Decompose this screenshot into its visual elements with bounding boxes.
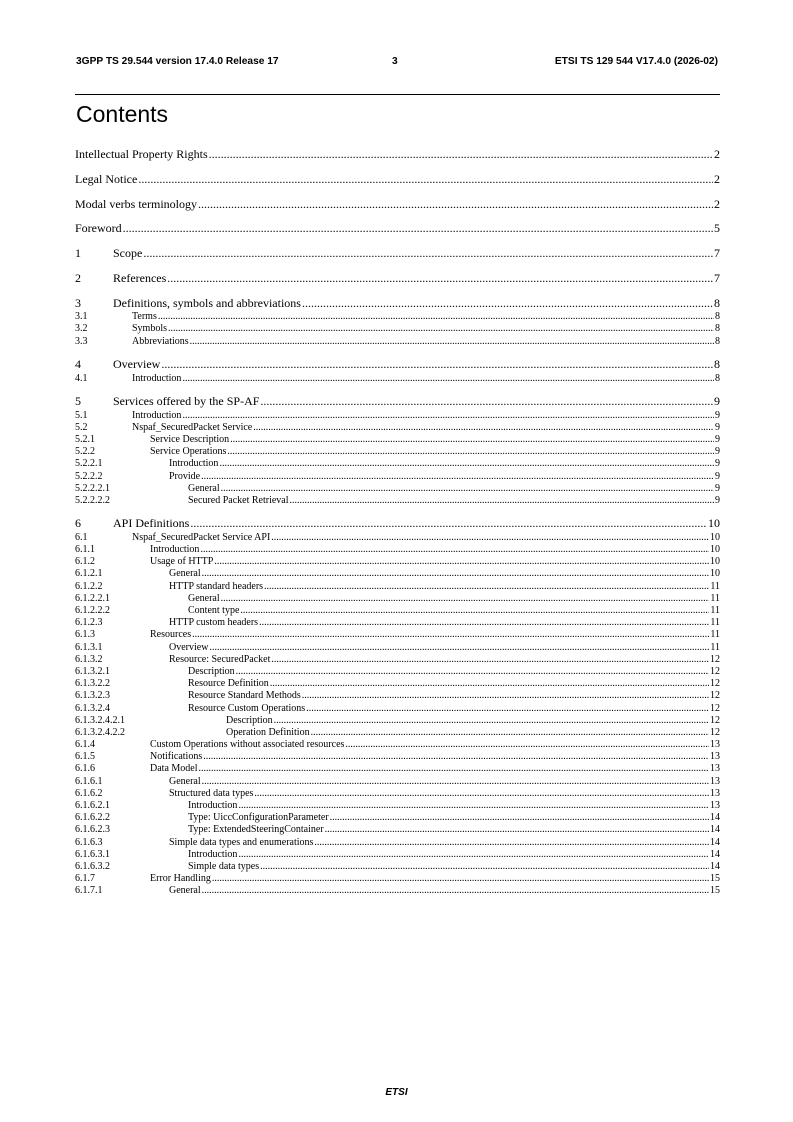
toc-entry-page: 12 [710,726,720,738]
toc-entry-number: 6.1.3.2.3 [75,690,110,702]
toc-entry-number: 6.1.2.3 [75,617,103,629]
toc-entry[interactable] [75,678,720,690]
toc-entry-number: 6.1.3 [75,629,95,641]
toc-entry-leader [270,678,709,690]
toc-entry-page: 10 [710,556,720,568]
toc-entry-leader [254,788,709,800]
toc-entry-number: 4 [75,357,81,372]
toc-entry-leader [274,715,709,727]
toc-entry[interactable] [75,763,720,775]
toc-entry-page: 9 [715,409,720,421]
toc-entry-page: 15 [710,885,720,897]
toc-entry[interactable] [75,483,720,495]
toc-entry-title: Terms [132,311,157,323]
toc-entry-page: 8 [714,295,720,310]
toc-entry-page: 11 [710,605,720,617]
toc-entry[interactable] [75,197,720,213]
toc-entry-page: 2 [714,196,720,211]
toc-entry[interactable] [75,394,720,410]
toc-entry-leader [202,568,709,580]
toc-entry-title: Modal verbs terminology [75,196,197,211]
toc-entry-page: 11 [710,580,720,592]
toc-entry-page: 12 [710,665,720,677]
toc-entry[interactable] [75,885,720,897]
toc-entry-page: 10 [710,568,720,580]
toc-entry[interactable] [75,727,720,739]
toc-entry-page: 8 [715,372,720,384]
toc-entry-number: 6.1.6.1 [75,775,103,787]
toc-entry-number: 2 [75,270,81,285]
toc-entry[interactable] [75,873,720,885]
toc-entry-title: API Definitions [113,516,190,531]
toc-entry-number: 5.2.2.2.2 [75,494,110,506]
toc-entry-page: 9 [715,470,720,482]
toc-entry-page: 9 [715,482,720,494]
toc-entry[interactable] [75,221,720,237]
toc-entry[interactable] [75,812,720,824]
toc-entry-title: Content type [188,605,240,617]
toc-entry-leader [167,271,713,287]
toc-entry-title: HTTP standard headers [169,580,264,592]
toc-entry-title: Provide [169,470,201,482]
toc-entry-number: 6.1.3.2 [75,653,103,665]
toc-entry-page: 14 [710,860,720,872]
toc-entry[interactable] [75,617,720,629]
toc-entry-leader [260,861,709,873]
toc-entry[interactable] [75,849,720,861]
toc-entry-title: Symbols [132,323,168,335]
toc-entry-title: General [188,482,220,494]
toc-entry-number: 4.1 [75,372,88,384]
toc-entry-title: Custom Operations without associated resources [150,739,345,751]
toc-entry-page: 11 [710,592,720,604]
toc-entry-page: 11 [710,641,720,653]
toc-entry-number: 6.1.6.3.2 [75,860,110,872]
toc-entry-number: 6.1.6.2.3 [75,824,110,836]
toc-entry[interactable] [75,422,720,434]
toc-entry-leader [325,824,709,836]
toc-entry-number: 6.1.6.2.1 [75,800,110,812]
toc-entry-page: 14 [710,848,720,860]
toc-entry-leader [182,373,714,385]
toc-entry-leader [143,246,713,262]
toc-entry-leader [138,172,713,188]
toc-entry-page: 2 [714,171,720,186]
toc-entry-page: 10 [708,516,720,531]
toc-entry-title: Service Operations [150,446,227,458]
toc-entry-leader [198,197,713,213]
toc-entry-title: Operation Definition [226,726,310,738]
toc-entry-page: 9 [715,494,720,506]
toc-entry-leader [190,516,707,532]
toc-entry-title: Description [188,665,235,677]
toc-entry-number: 6.1.2.2.1 [75,592,110,604]
toc-entry-leader [221,593,710,605]
toc-entry-page: 9 [715,421,720,433]
toc-entry-title: Introduction [132,409,182,421]
toc-entry-page: 14 [710,824,720,836]
toc-entry-title: Simple data types and enumerations [169,836,314,848]
toc-entry-title: HTTP custom headers [169,617,259,629]
toc-entry-leader [311,727,709,739]
toc-entry-leader [271,532,709,544]
page-title: Contents [76,101,169,127]
toc-entry-number: 6.1.5 [75,751,95,763]
toc-entry-page: 7 [714,246,720,261]
toc-entry-number: 6.1.2.2 [75,580,103,592]
header-spec-version: 3GPP TS 29.544 version 17.4.0 Release 17 [76,56,279,67]
toc-entry-title: Definitions, symbols and abbreviations [113,295,301,310]
toc-entry-title: Introduction [150,544,200,556]
toc-entry[interactable] [75,605,720,617]
toc-entry[interactable] [75,172,720,188]
toc-entry[interactable] [75,715,720,727]
toc-entry[interactable] [75,788,720,800]
toc-entry-title: Structured data types [169,787,254,799]
toc-entry-title: Notifications [150,751,203,763]
toc-entry[interactable] [75,654,720,666]
toc-entry-number: 3.2 [75,323,88,335]
toc-entry-title: Introduction [188,800,238,812]
toc-entry[interactable] [75,739,720,751]
toc-entry-page: 12 [710,714,720,726]
toc-entry-number: 6.1.3.2.4.2.2 [75,726,125,738]
toc-entry-title: Error Handling [150,873,211,885]
toc-entry-page: 10 [710,531,720,543]
toc-entry-title: Resources [150,629,192,641]
toc-entry-title: Description [226,714,273,726]
toc-entry-number: 5.1 [75,409,88,421]
toc-entry-number: 5 [75,394,81,409]
toc-entry-number: 5.2.2.2.1 [75,482,110,494]
footer-etsi: ETSI [385,1087,408,1098]
toc-entry[interactable] [75,837,720,849]
toc-entry-title: General [169,775,201,787]
toc-entry-leader [240,605,709,617]
toc-entry-title: General [169,568,201,580]
toc-entry[interactable] [75,703,720,715]
toc-entry-number: 6.1.6.2.2 [75,812,110,824]
header-etsi-reference: ETSI TS 129 544 V17.4.0 (2026-02) [554,56,718,67]
toc-entry-leader [290,495,714,507]
toc-entry-leader [271,654,709,666]
toc-entry[interactable] [75,593,720,605]
toc-entry-leader [238,800,709,812]
toc-entry-page: 12 [710,653,720,665]
toc-entry[interactable] [75,271,720,287]
toc-entry-leader [201,471,714,483]
toc-entry[interactable] [75,336,720,348]
toc-entry-number: 6 [75,516,81,531]
toc-entry-leader [330,812,709,824]
toc-entry-leader [302,296,713,312]
toc-entry-leader [200,544,709,556]
toc-entry[interactable] [75,246,720,262]
toc-entry-leader [260,394,713,410]
toc-entry[interactable] [75,800,720,812]
toc-entry[interactable] [75,446,720,458]
toc-entry-leader [227,446,714,458]
toc-entry-title: Resource Custom Operations [188,702,306,714]
toc-entry[interactable] [75,776,720,788]
toc-entry-page: 13 [710,775,720,787]
toc-entry-number: 5.2.1 [75,434,95,445]
toc-entry-page: 12 [710,702,720,714]
toc-entry-title: Resource Definition [188,678,269,690]
toc-entry-page: 13 [710,739,720,751]
toc-entry-leader [209,642,709,654]
toc-entry[interactable] [75,690,720,702]
toc-entry-leader [219,458,714,470]
header-page-number: 3 [392,56,398,67]
toc-entry-leader [264,581,709,593]
toc-entry-title: Services offered by the SP-AF [113,394,260,409]
toc-entry-page: 13 [710,751,720,763]
toc-entry-leader [203,751,709,763]
toc-entry-number: 3.3 [75,335,88,347]
toc-entry-leader [259,617,709,629]
toc-entry-number: 6.1.1 [75,544,95,556]
toc-entry-page: 8 [714,357,720,372]
toc-entry-page: 9 [715,458,720,470]
toc-entry-number: 6.1.7.1 [75,885,103,897]
toc-entry-title: Resource Standard Methods [188,690,301,702]
toc-entry-leader [158,311,714,323]
toc-entry[interactable] [75,516,720,532]
toc-entry-title: Simple data types [188,860,260,872]
toc-entry[interactable] [75,495,720,507]
toc-entry-page: 15 [710,873,720,885]
toc-entry-title: Legal Notice [75,171,138,186]
toc-entry-title: Introduction [188,848,238,860]
toc-entry-title: Type: ExtendedSteeringContainer [188,824,324,836]
toc-entry-page: 14 [710,812,720,824]
toc-entry-leader [182,410,714,422]
toc-entry-number: 5.2.2.2 [75,470,103,482]
toc-entry-page: 8 [715,323,720,335]
toc-entry-number: 5.2.2 [75,446,95,458]
toc-entry-page: 13 [710,800,720,812]
toc-entry-leader [190,336,714,348]
toc-entry-page: 12 [710,678,720,690]
toc-entry-leader [314,837,709,849]
toc-entry-leader [302,690,709,702]
toc-entry[interactable] [75,532,720,544]
toc-entry-leader [236,666,709,678]
toc-entry[interactable] [75,544,720,556]
toc-entry-leader [202,885,709,897]
toc-entry[interactable] [75,357,720,373]
toc-entry-title: Type: UiccConfigurationParameter [188,812,329,824]
toc-entry-number: 6.1.7 [75,873,95,885]
toc-entry[interactable] [75,410,720,422]
toc-entry-leader [123,221,713,237]
toc-entry-number: 6.1.6 [75,763,95,775]
toc-entry-number: 6.1.6.3.1 [75,848,110,860]
toc-entry[interactable] [75,458,720,470]
toc-entry[interactable] [75,581,720,593]
toc-entry-page: 9 [714,394,720,409]
toc-entry-page: 2 [714,147,720,161]
toc-entry-number: 6.1 [75,531,88,543]
toc-entry-title: Introduction [169,458,219,470]
table-of-contents [75,147,720,898]
toc-entry-leader [306,703,709,715]
toc-entry-title: Introduction [132,372,182,384]
toc-entry-page: 11 [710,617,720,629]
toc-entry[interactable] [75,861,720,873]
toc-entry[interactable] [75,373,720,385]
toc-entry[interactable] [75,629,720,641]
toc-entry-leader [345,739,709,751]
toc-entry-title: Usage of HTTP [150,556,214,568]
toc-entry-page: 13 [710,787,720,799]
toc-entry-leader [199,763,710,775]
toc-entry-page: 5 [714,221,720,236]
toc-entry-title: Service Description [150,434,230,445]
toc-entry[interactable] [75,666,720,678]
toc-entry-page: 14 [710,836,720,848]
toc-entry-page: 9 [715,446,720,458]
toc-entry-page: 11 [710,629,720,641]
toc-entry[interactable] [75,311,720,323]
toc-entry-title: Data Model [150,763,198,775]
toc-entry-title: General [169,885,201,897]
toc-entry-leader [209,147,713,163]
toc-entry[interactable] [75,568,720,580]
toc-entry-number: 6.1.3.2.4.2.1 [75,714,125,726]
toc-entry-number: 3.1 [75,311,88,323]
toc-entry[interactable] [75,556,720,568]
toc-entry-title: Secured Packet Retrieval [188,494,289,506]
toc-entry-title: References [113,270,167,285]
toc-entry-leader [192,629,709,641]
toc-entry-leader [230,434,714,446]
toc-entry-title: Abbreviations [132,335,189,347]
toc-entry[interactable] [75,824,720,836]
toc-entry-number: 5.2.2.1 [75,458,103,470]
toc-entry[interactable] [75,471,720,483]
toc-entry-number: 6.1.6.3 [75,836,103,848]
toc-entry-leader [212,873,709,885]
toc-entry[interactable] [75,434,720,446]
toc-entry[interactable] [75,642,720,654]
toc-entry-page: 10 [710,544,720,556]
toc-entry-title: Intellectual Property Rights [75,147,208,161]
toc-entry-page: 12 [710,690,720,702]
toc-entry[interactable] [75,296,720,312]
toc-entry-page: 13 [710,763,720,775]
toc-entry-leader [168,323,714,335]
toc-entry[interactable] [75,323,720,335]
toc-entry-page: 8 [715,311,720,323]
toc-entry-title: Nspaf_SecuredPacket Service API [132,531,271,543]
toc-entry-leader [238,849,709,861]
toc-entry-number: 6.1.3.1 [75,641,103,653]
toc-entry-number: 6.1.3.2.2 [75,678,110,690]
toc-entry[interactable] [75,147,720,163]
header-rule [75,94,720,95]
toc-entry-title: Overview [169,641,209,653]
toc-entry-number: 5.2 [75,421,88,433]
toc-entry-leader [214,556,709,568]
toc-entry-number: 6.1.2 [75,556,95,568]
toc-entry-leader [253,422,714,434]
toc-entry-page: 9 [715,434,720,445]
toc-entry-title: Resource: SecuredPacket [169,653,271,665]
toc-entry-number: 6.1.2.1 [75,568,103,580]
toc-entry-title: Foreword [75,221,122,236]
toc-entry-number: 3 [75,295,81,310]
toc-entry-number: 6.1.3.2.1 [75,665,110,677]
toc-entry-page: 8 [715,335,720,347]
toc-entry-title: General [188,592,220,604]
toc-entry-leader [202,776,709,788]
toc-entry[interactable] [75,751,720,763]
toc-entry-title: Nspaf_SecuredPacket Service [132,421,253,433]
toc-entry-title: Scope [113,246,143,261]
toc-entry-number: 6.1.6.2 [75,787,103,799]
toc-entry-number: 1 [75,246,81,261]
toc-entry-title: Overview [113,357,161,372]
toc-entry-page: 7 [714,270,720,285]
toc-entry-number: 6.1.3.2.4 [75,702,110,714]
toc-entry-number: 6.1.4 [75,739,95,751]
toc-entry-number: 6.1.2.2.2 [75,605,110,617]
toc-entry-leader [161,357,713,373]
toc-entry-leader [221,483,714,495]
